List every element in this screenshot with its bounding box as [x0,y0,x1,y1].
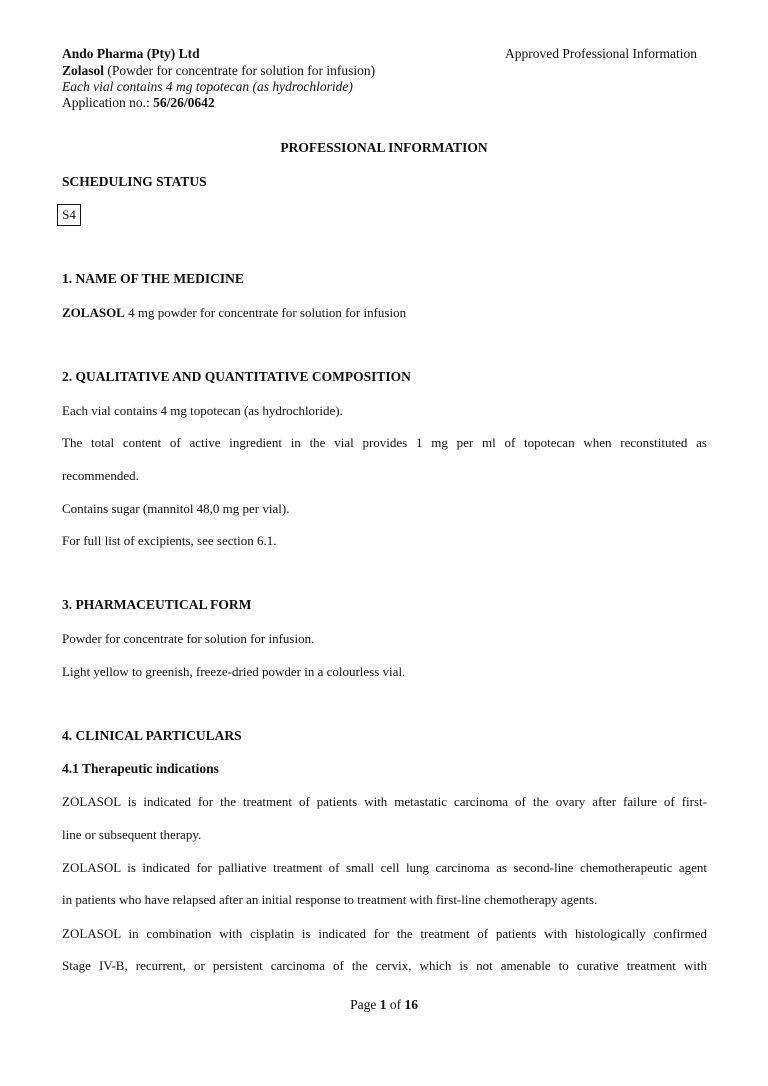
page-current: 1 [379,997,387,1012]
approval-status: Approved Professional Information [505,46,697,61]
medicine-name-bold: ZOLASOL [62,305,125,320]
composition-p2-line2: recommended. [62,468,139,483]
indication-p1-line1: ZOLASOL is indicated for the treatment of patients with metastatic carcinoma of the ovary after failure of first- [62,794,707,809]
composition-p3: Contains sugar (mannitol 48,0 mg per vial). [62,501,290,516]
section4-heading: 4. CLINICAL PARTICULARS [62,728,242,743]
indication-p1-line2: line or subsequent therapy. [62,827,202,842]
application-number: 56/26/0642 [153,95,215,110]
product-line [62,63,375,79]
application-line [62,95,215,111]
vial-content: Each vial contains 4 mg topotecan (as hydrochloride) [62,79,353,94]
document-title: PROFESSIONAL INFORMATION [280,140,488,155]
section4-subheading: 4.1 Therapeutic indications [62,761,219,776]
form-p1: Powder for concentrate for solution for infusion. [62,631,315,646]
composition-p1: Each vial contains 4 mg topotecan (as hydrochloride). [62,403,343,418]
page-number [0,997,768,1013]
page-word: Page [350,997,380,1012]
product-name: Zolasol [62,63,105,78]
section2-heading: 2. QUALITATIVE AND QUANTITATIVE COMPOSITION [62,369,411,384]
medicine-name-rest: 4 mg powder for concentrate for solution for infusion [124,305,407,320]
product-form: (Powder for concentrate for solution for infusion) [104,63,376,78]
page-of: of [386,997,405,1012]
page-total: 16 [404,997,418,1012]
scheduling-heading: SCHEDULING STATUS [62,174,207,189]
schedule-badge: S4 [57,204,81,226]
medicine-name-line [62,305,406,321]
indication-p2-line2: in patients who have relapsed after an initial response to treatment with first-line chemotherapy agents. [62,892,598,907]
indication-p2-line1: ZOLASOL is indicated for palliative treatment of small cell lung carcinoma as second-line chemotherapeutic agent [62,860,707,875]
form-p2: Light yellow to greenish, freeze-dried powder in a colourless vial. [62,664,406,679]
composition-p4: For full list of excipients, see section 6.1. [62,533,277,548]
company-name: Ando Pharma (Pty) Ltd [62,46,200,61]
indication-p3-line2: Stage IV-B, recurrent, or persistent carcinoma of the cervix, which is not amenable to curative treatment with [62,958,707,973]
application-label: Application no.: [62,95,154,110]
composition-p2-line1: The total content of active ingredient in the vial provides 1 mg per ml of topotecan when reconstituted as [62,435,707,450]
section1-heading: 1. NAME OF THE MEDICINE [62,271,244,286]
indication-p3-line1: ZOLASOL in combination with cisplatin is indicated for the treatment of patients with histologically confirmed [62,926,707,941]
section3-heading: 3. PHARMACEUTICAL FORM [62,597,252,612]
